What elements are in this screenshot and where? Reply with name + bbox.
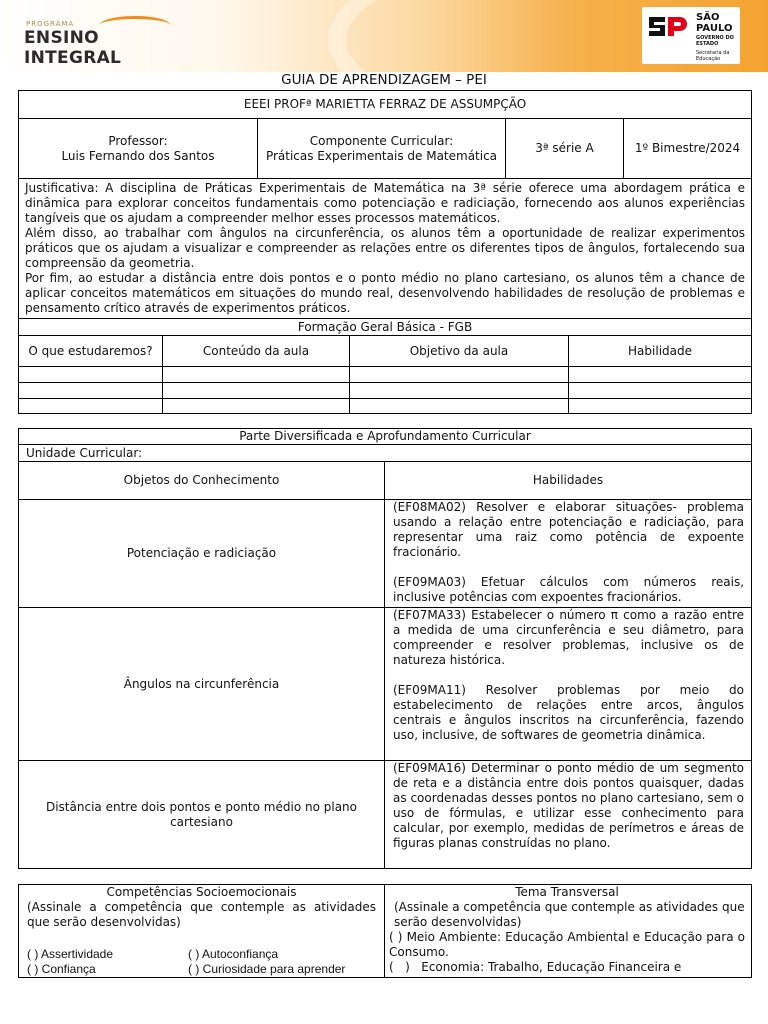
fgb-col-skill: Habilidade (569, 336, 752, 367)
theme-instruction: (Assinale a competência que contemple as atividades que serão desenvolvidas) (394, 900, 745, 929)
socio-option-assertividade[interactable]: ( ) Assertividade (27, 947, 114, 961)
fgb-cell[interactable] (569, 367, 752, 383)
sao-paulo-gov-logo (642, 7, 740, 64)
fgb-title: Formação Geral Básica - FGB (19, 319, 752, 336)
program-name: ENSINO INTEGRAL (24, 28, 122, 68)
pd-skill: (EF08MA02) Resolver e elaborar situações- problema usando a relação entre potenciação e radiciação, para representar uma raiz como potência de expoente fracionário. (393, 500, 745, 559)
document-title: GUIA DE APRENDIZAGEM – PEI (281, 72, 487, 88)
fgb-cell[interactable] (19, 383, 163, 399)
justification-p1: Justificativa: A disciplina de Práticas Experimentais de Matemática na 3ª série oferece uma abordagem prática e dinâmica para explorar conceitos fundamentais como potenciação e radiciação, fornecendo aos alunos experiências tangíveis que os ajudam a compreender melhor esses processos matemáticos. (25, 181, 746, 225)
socio-title: Competências Socioemocionais (106, 885, 297, 899)
pd-row (19, 500, 752, 608)
pd-object: Potenciação e radiciação (19, 500, 385, 608)
fgb-cell[interactable] (19, 399, 163, 414)
theme-cell (385, 885, 752, 978)
fgb-cell[interactable] (163, 399, 350, 414)
sp-mark-icon (647, 13, 691, 39)
pd-skills (385, 761, 752, 869)
fgb-cell[interactable] (163, 367, 350, 383)
pd-skill: (EF09MA03) Efetuar cálculos com números reais, inclusive potências com expoentes fracionários. (393, 575, 745, 604)
theme-title: Tema Transversal (515, 885, 619, 899)
component-name: Práticas Experimentais de Matemática (265, 148, 498, 163)
gov-logo-sub: GOVERNO DO ESTADO (696, 35, 734, 47)
gov-logo-text: SÃO PAULO (696, 12, 733, 34)
school-name: EEEI PROFª MARIETTA FERRAZ DE ASSUMPÇÃO (19, 91, 752, 119)
fgb-col-objective: Objetivo da aula (350, 336, 569, 367)
fgb-cell[interactable] (350, 367, 569, 383)
justification-p3: Por fim, ao estudar a distância entre dois pontos e o ponto médio no plano cartesiano, os alunos têm a chance de aplicar conceitos matemáticos em situações do mundo real, desenvolvendo habilidades de resolução de problemas e pensamento crítico através de experimentos práticos. (25, 271, 746, 315)
pd-skill: (EF09MA11) Resolver problemas por meio do estabelecimento de relações entre arcos, ângulos centrais e ângulos inscritos na circunferência, fazendo uso, inclusive, de softwares de geometria dinâmica. (393, 683, 745, 742)
fgb-col-what: O que estudaremos? (19, 336, 163, 367)
pd-col-objects: Objetos do Conhecimento (19, 462, 385, 500)
grade-cell: 3ª série A (506, 119, 624, 179)
fgb-cell[interactable] (350, 399, 569, 414)
program-label: PROGRAMA (26, 20, 75, 28)
pd-skill: (EF09MA16) Determinar o ponto médio de um segmento de reta e a distância entre dois pontos quaisquer, dadas as coordenadas desses pontos no plano cartesiano, sem o uso de fórmulas, e utilizar esse conhecimento para calcular, por exemplo, medidas de perímetros e áreas de figuras planas construídas no plano. (393, 761, 745, 850)
teacher-label: Professor: (108, 133, 168, 148)
component-cell (258, 119, 506, 179)
fgb-cell[interactable] (350, 383, 569, 399)
socio-option-confianca[interactable]: ( ) Confiança (27, 962, 96, 976)
fgb-empty-row (19, 383, 752, 399)
competencies-table (18, 884, 752, 978)
fgb-cell[interactable] (569, 399, 752, 414)
pd-skills (385, 500, 752, 608)
socio-option-autoconfianca[interactable]: ( ) Autoconfiança (188, 947, 279, 961)
ensino-integral-logo (22, 14, 182, 68)
header-banner (0, 0, 768, 72)
fgb-empty-row (19, 367, 752, 383)
pd-skill: (EF07MA33) Estabelecer o número π como a razão entre a medida de uma circunferência e seu diâmetro, para compreender e resolver problemas, inclusive os de natureza histórica. (393, 608, 745, 667)
justification-p2: Além disso, ao trabalhar com ângulos na circunferência, os alunos têm a oportunidade de realizar experimentos práticos que os ajudam a visualizar e compreender as relações entre os diferentes tipos de ângulos, fortalecendo sua compreensão da geometria. (25, 226, 746, 270)
pd-row (19, 761, 752, 869)
socio-option-curiosidade[interactable]: ( ) Curiosidade para aprender (188, 962, 346, 976)
pd-title: Parte Diversificada e Aprofundamento Curricular (19, 429, 752, 445)
teacher-cell (19, 119, 258, 179)
pd-row (19, 608, 752, 761)
socio-instruction: (Assinale a competência que contemple as atividades que serão desenvolvidas) (27, 900, 376, 929)
guide-header-table (18, 90, 752, 414)
fgb-col-content: Conteúdo da aula (163, 336, 350, 367)
socio-cell (19, 885, 385, 978)
fgb-cell[interactable] (19, 367, 163, 383)
theme-option-meio-ambiente[interactable]: ( ) Meio Ambiente: Educação Ambiental e Educação para o Consumo. (389, 930, 745, 959)
component-label: Componente Curricular: (309, 133, 454, 148)
pd-col-skills: Habilidades (385, 462, 752, 500)
justification-cell (19, 179, 752, 319)
pd-skills (385, 608, 752, 761)
gov-logo-dept: Secretaria da Educação (696, 50, 730, 62)
pd-object: Distância entre dois pontos e ponto médio no plano cartesiano (19, 761, 385, 869)
pd-object: Ângulos na circunferência (19, 608, 385, 761)
pd-unit-label: Unidade Curricular: (19, 445, 752, 462)
theme-option-economia[interactable]: ( ) Economia: Trabalho, Educação Financeira e (389, 960, 682, 974)
period-cell: 1º Bimestre/2024 (624, 119, 752, 179)
teacher-name: Luis Fernando dos Santos (61, 148, 215, 163)
diversified-part-table (18, 428, 752, 869)
fgb-empty-row (19, 399, 752, 414)
fgb-cell[interactable] (569, 383, 752, 399)
fgb-cell[interactable] (163, 383, 350, 399)
